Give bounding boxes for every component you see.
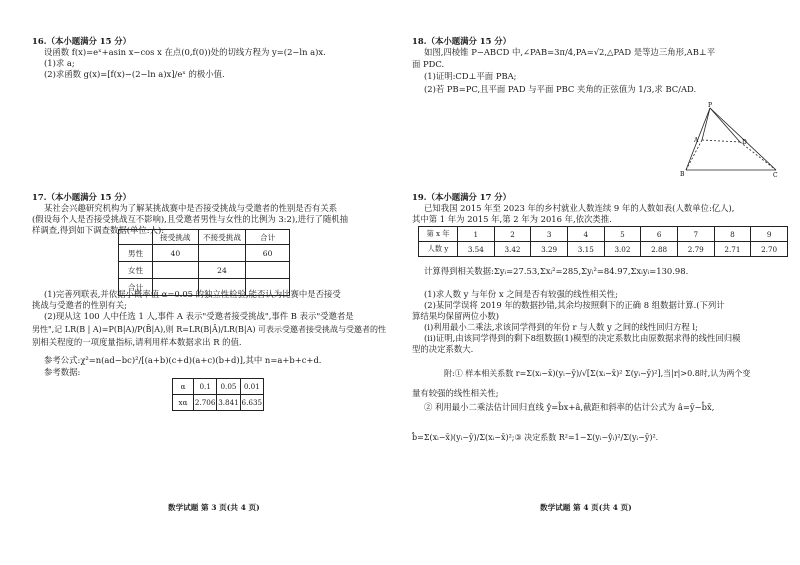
q19-computed-data: 计算得到相关数据:Σyᵢ=27.53,Σxᵢ²=285,Σyᵢ²=84.97,Σxᵢyᵢ=130.98. bbox=[424, 266, 689, 276]
q16-statement: 设函数 f(x)=eˣ+asin x−cos x 在点(0,f(0))处的切线方程为 y=(2−ln a)x. bbox=[44, 47, 326, 57]
table-row bbox=[419, 227, 788, 242]
vertex-label-c: C bbox=[773, 172, 778, 178]
q18-part1: (1)证明:CD⊥平面 PBA; bbox=[424, 71, 517, 81]
table-cell: 第 x 年 bbox=[419, 227, 458, 242]
page-footer: 数学试题 第 3 页(共 4 页) bbox=[168, 503, 260, 512]
vertex-label-b: B bbox=[680, 171, 685, 178]
vertex-label-a: A bbox=[694, 137, 699, 144]
table-cell: 3.29 bbox=[531, 242, 568, 257]
q19-statement-line2: 其中第 1 年为 2015 年,第 2 年为 2016 年,依次类推. bbox=[412, 214, 612, 224]
table-header-cell: 合计 bbox=[246, 230, 290, 245]
q18-heading: 18.（本小题满分 15 分） bbox=[412, 36, 512, 46]
table-cell: 60 bbox=[246, 245, 290, 262]
table-cell: 3.42 bbox=[494, 242, 531, 257]
table-cell: 人数 y bbox=[419, 242, 458, 257]
table-cell: 6 bbox=[641, 227, 678, 242]
note-correlation-cont: 量有较强的线性相关性; bbox=[412, 388, 499, 398]
q17-part2-line1: (2)现从这 100 人中任选 1 人,事件 A 表示"受邀者接受挑战",事件 B 表示"受邀者是 bbox=[44, 311, 354, 321]
pyramid-figure bbox=[680, 100, 780, 178]
right-page bbox=[400, 0, 800, 565]
table-cell bbox=[246, 262, 290, 279]
table-cell: 8 bbox=[714, 227, 751, 242]
table-cell: 4 bbox=[567, 227, 604, 242]
table-header-cell: 不接受挑战 bbox=[198, 230, 246, 245]
table-cell: 2.706 bbox=[194, 395, 217, 411]
table-cell: 3.02 bbox=[604, 242, 641, 257]
table-cell: xα bbox=[173, 395, 194, 411]
note-least-squares: ② 利用最小二乘法估计回归直线 ŷ=b̂x+â,截距和斜率的估计公式为 â=ȳ−b̂x̄, bbox=[424, 402, 715, 412]
table-cell bbox=[153, 262, 199, 279]
table-cell: 2.88 bbox=[641, 242, 678, 257]
table-cell: 2.70 bbox=[751, 242, 788, 257]
table-cell: 3.841 bbox=[217, 395, 240, 411]
page-footer: 数学试题 第 4 页(共 4 页) bbox=[540, 503, 632, 512]
table-cell: α bbox=[173, 379, 194, 395]
q17-heading: 17.（本小题满分 15 分） bbox=[32, 192, 132, 202]
q17-statement-line1: 某社会兴趣研究机构为了解某挑战赛中是否接受挑战与受邀者的性别是否有关系 bbox=[44, 203, 338, 213]
table-cell: 0.05 bbox=[217, 379, 240, 395]
table-cell: 6.635 bbox=[240, 395, 263, 411]
q17-part2-line2: 男性",记 LR(B | A)=P(B|A)/P(B̄|A),则 R=LR(B|Ā)/LR(B|A) 可表示受邀者接受挑战与受邀者的性 bbox=[32, 325, 387, 334]
q19-statement-line1: 已知我国 2015 年至 2023 年的乡村就业人数连续 9 年的人数如表(人数单位:亿人), bbox=[424, 203, 735, 213]
table-cell: 3.54 bbox=[458, 242, 495, 257]
table-row bbox=[119, 245, 290, 262]
table-row bbox=[173, 379, 264, 395]
table-cell: 2 bbox=[494, 227, 531, 242]
q19-part2-line2: 算结果均保留两位小数) bbox=[412, 311, 500, 321]
table-cell: 男性 bbox=[119, 245, 153, 262]
table-cell: 女性 bbox=[119, 262, 153, 279]
q18-statement-line2: 面 PDC. bbox=[412, 59, 445, 69]
table-row bbox=[119, 230, 290, 245]
q17-part2-line3: 别相关程度的一项度量指标,请利用样本数据求出 R 的值. bbox=[32, 337, 242, 347]
q19-part1: (1)求人数 y 与年份 x 之间是否有较强的线性相关性; bbox=[424, 289, 618, 299]
table-cell: 7 bbox=[677, 227, 714, 242]
table-cell: 2.71 bbox=[714, 242, 751, 257]
table-cell: 3.15 bbox=[567, 242, 604, 257]
table-cell: 24 bbox=[198, 262, 246, 279]
table-cell: 5 bbox=[604, 227, 641, 242]
q19-part2-sub2: (ⅱ)证明,由该同学得到的剩下8组数据(1)模型的决定系数比由原数据求得的线性回归模 bbox=[424, 333, 741, 343]
q19-part2-sub1: (ⅰ)利用最小二乘法,求该同学得到的年份 r 与人数 y 之间的线性回归方程 l; bbox=[424, 322, 698, 332]
vertex-label-p: P bbox=[708, 102, 713, 109]
table-cell: 2.79 bbox=[677, 242, 714, 257]
reference-formula: 参考公式:χ²=n(ad−bc)²/[(a+b)(c+d)(a+c)(b+d)],其中 n=a+b+c+d. bbox=[44, 355, 322, 365]
q17-part1-line1: (1)完善列联表,并依据小概率值 α=0.05 的独立性检验,能否认为比赛中是否接受 bbox=[44, 289, 341, 299]
q17-part1-line2: 挑战与受邀者的性别有关; bbox=[32, 300, 127, 310]
table-row bbox=[419, 242, 788, 257]
q17-statement-line3: 样调查,得到如下调查数据(单位:人): bbox=[32, 225, 165, 235]
note-slope-and-r2: b̂=Σ(xᵢ−x̄)(yᵢ−ȳ)/Σ(xᵢ−x̄)²;③ 决定系数 R²=1−Σ(yᵢ−ŷᵢ)²/Σ(yᵢ−ȳ)². bbox=[412, 433, 659, 442]
table-cell: 3 bbox=[531, 227, 568, 242]
table-header-cell: 接受挑战 bbox=[153, 230, 199, 245]
q19-heading: 19.（本小题满分 17 分） bbox=[412, 192, 512, 202]
table-row bbox=[173, 395, 264, 411]
table-cell: 40 bbox=[153, 245, 199, 262]
vertex-label-d: D bbox=[742, 139, 747, 146]
q18-part2: (2)若 PB=PC,且平面 PAD 与平面 PBC 夹角的正弦值为 1/3,求 BC/AD. bbox=[424, 84, 697, 94]
reference-data-label: 参考数据: bbox=[44, 367, 81, 377]
q16-heading: 16.（本小题满分 15 分） bbox=[32, 36, 132, 46]
q18-statement-line1: 如图,四棱锥 P−ABCD 中,∠PAB=3π/4,PA=√2,△PAD 是等边三角形,AB⊥平 bbox=[424, 47, 716, 57]
q16-part1: (1)求 a; bbox=[44, 58, 75, 68]
q19-part2-line1: (2)某同学误将 2019 年的数据抄错,其余均按照剩下的正确 8 组数据计算.(下列计 bbox=[424, 300, 725, 310]
table-row bbox=[119, 262, 290, 279]
contingency-table bbox=[118, 229, 290, 296]
employment-table bbox=[418, 226, 788, 257]
q16-part2: (2)求函数 g(x)=[f(x)−(2−ln a)x]/eˣ 的极小值. bbox=[44, 69, 225, 79]
note-correlation: 附:① 样本相关系数 r=Σ(xᵢ−x̄)(yᵢ−ȳ)/√[Σ(xᵢ−x̄)² Σ(yᵢ−ȳ)²],当|r|>0.8时,认为两个变 bbox=[444, 369, 751, 378]
table-cell: 合计 bbox=[119, 279, 153, 296]
q17-statement-line2: (假设每个人是否接受挑战互不影响),且受邀者男性与女性的比例为 3:2),进行了随机抽 bbox=[32, 214, 349, 224]
reference-table bbox=[172, 378, 264, 411]
table-cell: 1 bbox=[458, 227, 495, 242]
table-cell: 0.01 bbox=[240, 379, 263, 395]
table-header-cell bbox=[119, 230, 153, 245]
table-cell: 9 bbox=[751, 227, 788, 242]
table-cell bbox=[198, 245, 246, 262]
q19-part2-sub2-cont: 型的决定系数大. bbox=[412, 344, 474, 354]
table-cell: 0.1 bbox=[194, 379, 217, 395]
